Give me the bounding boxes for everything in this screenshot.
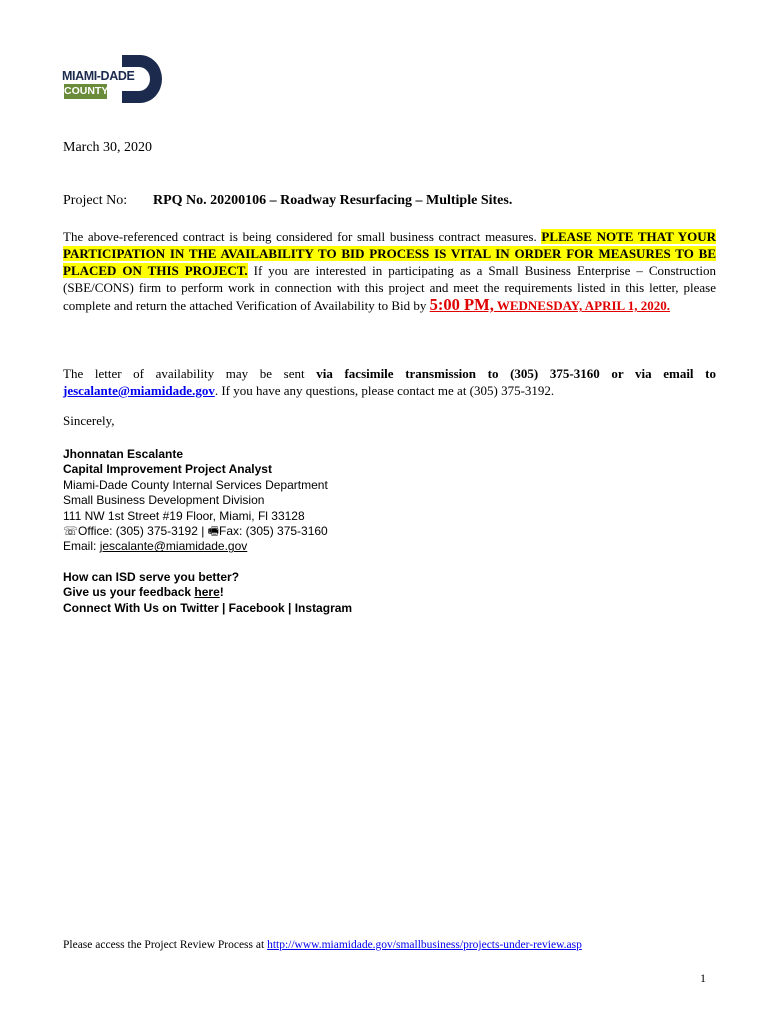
miami-dade-logo <box>62 55 162 103</box>
phone-fax-line <box>63 524 328 539</box>
signature-block <box>63 447 328 555</box>
fax-icon: 🖷 <box>207 524 219 539</box>
feedback-block <box>63 570 352 616</box>
project-value: RPQ No. 20200106 – Roadway Resurfacing – Multiple Sites. <box>153 193 513 208</box>
letter-date: March 30, 2020 <box>63 140 153 155</box>
para1-highlight: PLEASE NOTE THAT YOUR PARTICIPATION IN THE AVAILABILITY TO BID PROCESS IS VITAL IN ORDER FOR MEASURES TO BE PLACED ON THIS PROJECT. <box>63 229 716 278</box>
para1-body: If you are interested in participating as a Small Business Enterprise – Construction (SBE/CONS) firm to perform work in connection with this project and meet the requirements listed in this letter, please complete and return the attached Verification of Availability to Bid by <box>63 263 716 313</box>
feedback-prefix: Give us your feedback <box>63 585 195 600</box>
project-line <box>63 193 512 209</box>
footer-text: Please access the Project Review Process at <box>63 939 268 951</box>
para2-bold: via facsimile transmission to (305) 375-3160 or via email to <box>316 366 717 381</box>
signer-email-link[interactable]: jescalante@miamidade.gov <box>99 539 248 554</box>
email-label: Email: <box>63 539 100 554</box>
signer-address: 111 NW 1st Street #19 Floor, Miami, Fl 33128 <box>63 508 305 523</box>
feedback-suffix: ! <box>219 585 224 600</box>
social-links: Connect With Us on Twitter | Facebook | Instagram <box>63 600 353 615</box>
footer-note <box>63 939 582 951</box>
phone-icon: ☏ <box>63 524 79 539</box>
para2-intro: The letter of availability may be sent <box>63 366 317 381</box>
office-phone: Office: (305) 375-3192 <box>78 524 198 539</box>
deadline-time: 5:00 PM, <box>429 295 494 314</box>
para2-rest: . If you have any questions, please contact me at (305) 375-3192. <box>214 383 555 398</box>
footer-url-link[interactable]: http://www.miamidade.gov/smallbusiness/projects-under-review.asp <box>267 939 582 951</box>
paragraph-availability <box>63 228 716 314</box>
feedback-line <box>63 585 352 600</box>
paragraph-contact <box>63 365 716 399</box>
signer-department: Miami-Dade County Internal Services Department <box>63 477 328 492</box>
logo-text-bottom: COUNTY <box>64 85 109 97</box>
closing: Sincerely, <box>63 413 115 428</box>
signer-title: Capital Improvement Project Analyst <box>63 462 272 477</box>
page-number: 1 <box>700 971 706 985</box>
project-label: Project No: <box>63 193 128 208</box>
deadline-date: WEDNESDAY, APRIL 1, 2020. <box>493 298 670 313</box>
signer-email-line <box>63 539 328 554</box>
feedback-question: How can ISD serve you better? <box>63 570 240 584</box>
signer-name: Jhonnatan Escalante <box>63 447 184 461</box>
logo-text-top: MIAMI-DADE <box>62 69 135 83</box>
email-link[interactable]: jescalante@miamidade.gov <box>63 383 215 398</box>
fax-number: Fax: (305) 375-3160 <box>219 524 328 539</box>
feedback-here-link[interactable]: here <box>194 585 220 600</box>
para1-intro: The above-referenced contract is being considered for small business contract measures. <box>63 229 542 244</box>
signer-division: Small Business Development Division <box>63 493 265 508</box>
separator: | <box>197 524 208 539</box>
